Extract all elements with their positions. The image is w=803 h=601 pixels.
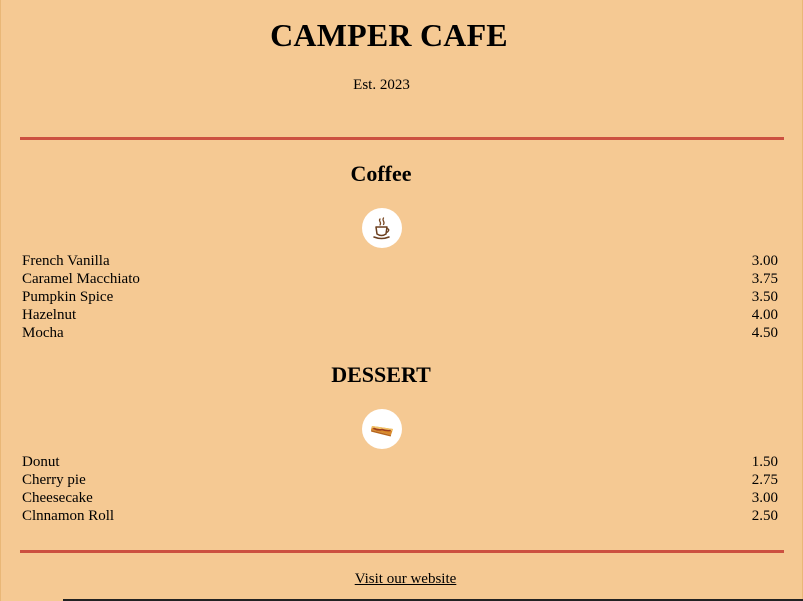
coffee-heading: Coffee	[350, 161, 412, 186]
item-price: 3.75	[751, 271, 778, 287]
list-item	[22, 288, 778, 306]
item-price: 3.00	[751, 490, 778, 506]
item-name: Cheesecake	[22, 490, 93, 506]
cafe-title: CAMPER CAFE	[270, 17, 508, 53]
coffee-menu-list	[22, 252, 778, 342]
item-name: Clnnamon Roll	[22, 508, 115, 524]
list-item	[22, 324, 778, 342]
item-price: 3.00	[751, 253, 778, 269]
item-name: Mocha	[22, 325, 64, 341]
item-name: Cherry pie	[22, 472, 86, 488]
list-item	[22, 306, 778, 324]
pie-slice-icon	[362, 409, 402, 449]
established-text: Est. 2023	[353, 77, 410, 93]
dessert-menu-list	[22, 453, 778, 525]
item-price: 2.50	[751, 508, 778, 524]
website-link[interactable]: Visit our website	[354, 571, 457, 587]
item-price: 2.75	[751, 472, 778, 488]
item-name: Hazelnut	[22, 307, 77, 323]
item-price: 4.50	[751, 325, 778, 341]
list-item	[22, 489, 778, 507]
item-price: 1.50	[751, 454, 778, 470]
item-name: French Vanilla	[22, 253, 110, 269]
item-name: Caramel Macchiato	[22, 271, 140, 287]
list-item	[22, 507, 778, 525]
bottom-divider	[20, 550, 784, 553]
list-item	[22, 453, 778, 471]
item-name: Donut	[22, 454, 60, 470]
list-item	[22, 471, 778, 489]
coffee-cup-icon	[362, 208, 402, 248]
item-price: 3.50	[751, 289, 778, 305]
item-price: 4.00	[751, 307, 778, 323]
list-item	[22, 270, 778, 288]
list-item	[22, 252, 778, 270]
top-divider	[20, 137, 784, 140]
item-name: Pumpkin Spice	[22, 289, 114, 305]
dessert-heading: DESSERT	[331, 362, 431, 387]
